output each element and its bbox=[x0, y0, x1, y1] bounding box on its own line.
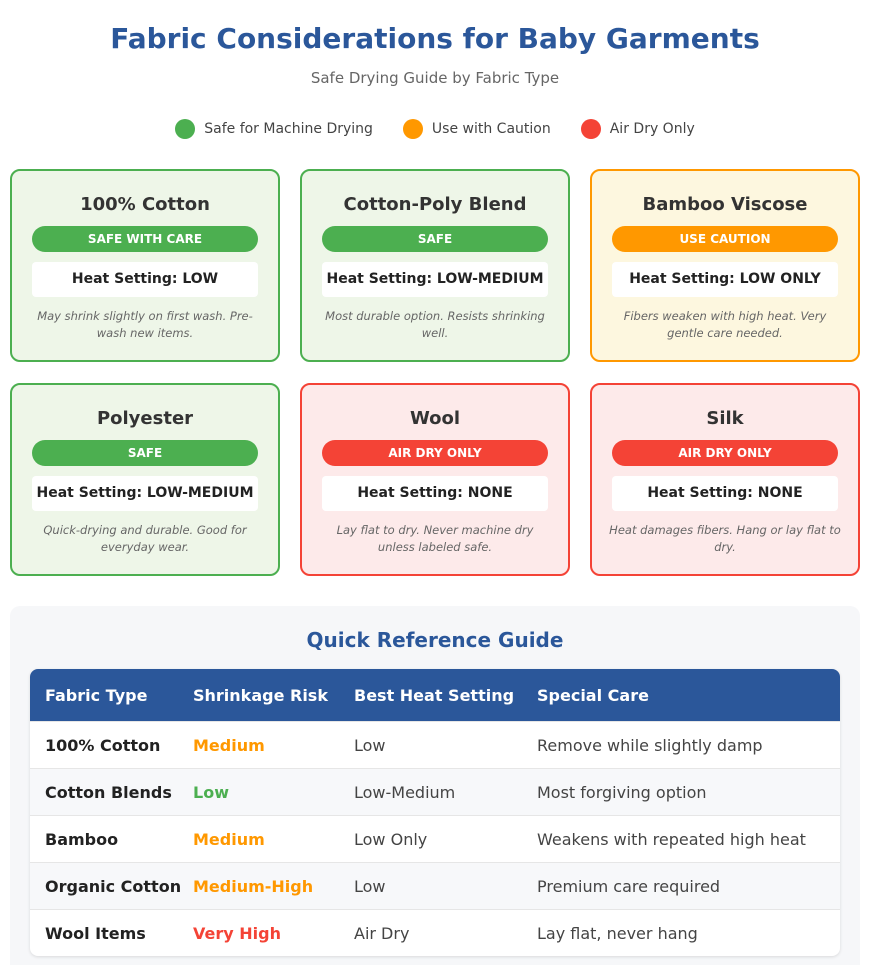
care-cell: Lay flat, never hang bbox=[537, 923, 698, 943]
table-row bbox=[30, 721, 840, 768]
heat-setting: Heat Setting: LOW-MEDIUM bbox=[322, 262, 548, 297]
column-header: Shrinkage Risk bbox=[193, 685, 328, 705]
risk-cell: Low bbox=[193, 782, 229, 802]
legend-label: Air Dry Only bbox=[609, 121, 695, 137]
legend-label: Use with Caution bbox=[431, 121, 551, 137]
orange-dot-icon bbox=[403, 119, 423, 139]
red-dot-icon bbox=[581, 119, 601, 139]
care-cell: Premium care required bbox=[537, 876, 721, 896]
fabric-card-cotton bbox=[10, 169, 280, 362]
status-badge: SAFE bbox=[32, 440, 258, 466]
status-badge: USE CAUTION bbox=[612, 226, 838, 252]
fabric-cell: Organic Cotton bbox=[45, 876, 182, 896]
column-header: Fabric Type bbox=[45, 685, 148, 705]
table-row bbox=[30, 862, 840, 909]
reference-table bbox=[30, 669, 840, 956]
heat-cell: Low Only bbox=[354, 829, 428, 849]
legend-label: Safe for Machine Drying bbox=[204, 121, 373, 137]
status-badge: SAFE WITH CARE bbox=[32, 226, 258, 252]
green-dot-icon bbox=[175, 119, 195, 139]
care-cell: Most forgiving option bbox=[537, 782, 707, 802]
quick-reference-section bbox=[10, 606, 860, 965]
page-subtitle: Safe Drying Guide by Fabric Type bbox=[310, 69, 560, 87]
card-note: May shrink slightly on first wash. Pre-wash new items. bbox=[37, 309, 253, 340]
risk-cell: Medium bbox=[193, 735, 265, 755]
column-header: Special Care bbox=[537, 685, 649, 705]
fabric-cell: Cotton Blends bbox=[45, 782, 172, 802]
heat-cell: Low bbox=[354, 735, 386, 755]
status-badge: SAFE bbox=[322, 226, 548, 252]
page-title: Fabric Considerations for Baby Garments bbox=[110, 22, 760, 55]
card-title: Bamboo Viscose bbox=[642, 194, 808, 215]
card-title: Cotton-Poly Blend bbox=[343, 194, 527, 215]
fabric-cell: 100% Cotton bbox=[45, 735, 161, 755]
heat-cell: Low-Medium bbox=[354, 782, 456, 802]
card-note: Quick-drying and durable. Good for everyday wear. bbox=[43, 523, 247, 554]
fabric-card-cotton-poly bbox=[300, 169, 570, 362]
fabric-cell: Wool Items bbox=[45, 923, 146, 943]
fabric-cell: Bamboo bbox=[45, 829, 119, 849]
heat-cell: Air Dry bbox=[354, 923, 410, 943]
column-header: Best Heat Setting bbox=[354, 685, 515, 705]
table-row bbox=[30, 815, 840, 862]
heat-setting: Heat Setting: LOW bbox=[32, 262, 258, 297]
heat-setting: Heat Setting: LOW-MEDIUM bbox=[32, 476, 258, 511]
heat-setting: Heat Setting: NONE bbox=[612, 476, 838, 511]
fabric-card-wool bbox=[300, 383, 570, 576]
card-title: 100% Cotton bbox=[80, 194, 210, 215]
fabric-card-bamboo bbox=[590, 169, 860, 362]
risk-cell: Very High bbox=[193, 923, 281, 943]
section-title: Quick Reference Guide bbox=[306, 628, 564, 652]
table-row bbox=[30, 909, 840, 956]
card-note: Heat damages fibers. Hang or lay flat to dry. bbox=[609, 523, 841, 554]
card-title: Polyester bbox=[96, 408, 194, 429]
status-badge: AIR DRY ONLY bbox=[612, 440, 838, 466]
fabric-card-polyester bbox=[10, 383, 280, 576]
card-title: Wool bbox=[409, 408, 461, 429]
card-note: Lay flat to dry. Never machine dry unless labeled safe. bbox=[336, 523, 534, 554]
care-cell: Weakens with repeated high heat bbox=[537, 829, 806, 849]
table-row bbox=[30, 768, 840, 815]
legend-item-safe bbox=[175, 119, 373, 139]
heat-setting: Heat Setting: NONE bbox=[322, 476, 548, 511]
card-note: Most durable option. Resists shrinking well. bbox=[325, 309, 545, 340]
card-title: Silk bbox=[706, 408, 744, 429]
legend-item-caution bbox=[403, 119, 551, 139]
legend-item-airdry bbox=[581, 119, 695, 139]
heat-cell: Low bbox=[354, 876, 386, 896]
card-note: Fibers weaken with high heat. Very gentle care needed. bbox=[623, 309, 827, 340]
heat-setting: Heat Setting: LOW ONLY bbox=[612, 262, 838, 297]
fabric-card-silk bbox=[590, 383, 860, 576]
care-cell: Remove while slightly damp bbox=[537, 735, 763, 755]
legend bbox=[0, 119, 870, 139]
table-header bbox=[30, 669, 840, 721]
status-badge: AIR DRY ONLY bbox=[322, 440, 548, 466]
risk-cell: Medium-High bbox=[193, 876, 314, 896]
risk-cell: Medium bbox=[193, 829, 265, 849]
